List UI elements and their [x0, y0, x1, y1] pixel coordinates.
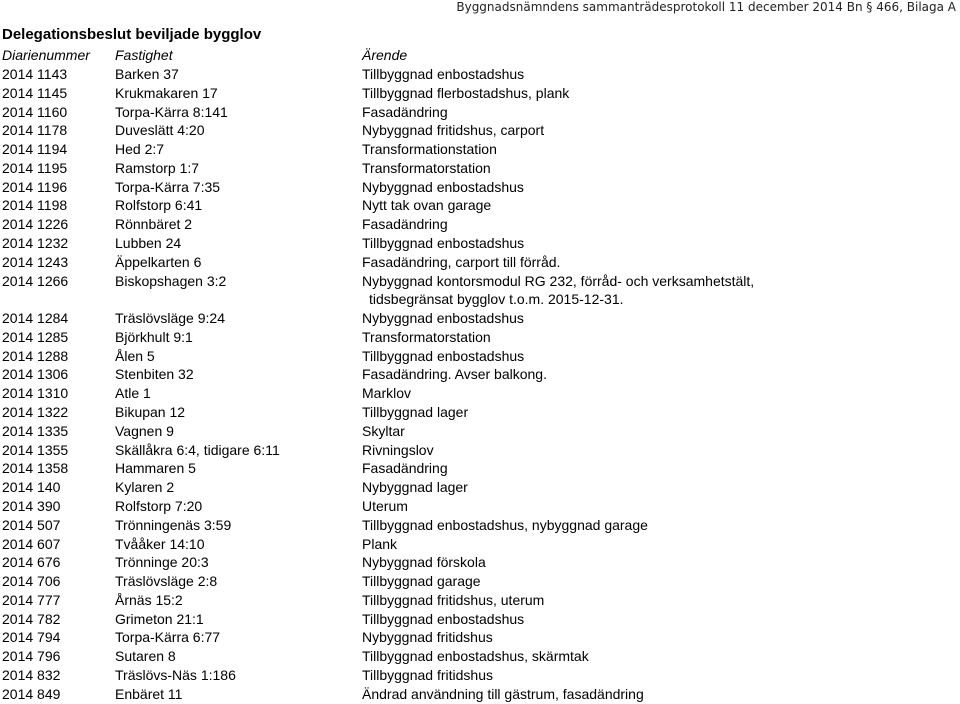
table-row: [0, 384, 958, 402]
row-arende: [362, 553, 486, 571]
row-arende-text: Rivningslov: [362, 441, 434, 458]
row-arende: [362, 347, 524, 365]
row-diarienummer: 2014 1232: [2, 235, 69, 252]
table-row: [0, 328, 958, 346]
table-row: [0, 666, 958, 684]
table-row: [0, 178, 958, 196]
table-row: [0, 422, 958, 440]
table-row: [0, 403, 958, 421]
row-arende: [362, 272, 832, 308]
row-arende-text: Tillbyggnad flerbostadshus, plank: [362, 84, 570, 101]
row-diarienummer: 2014 1322: [2, 404, 69, 421]
row-arende: [362, 572, 481, 590]
table-row: [0, 572, 958, 590]
row-diarienummer: 2014 796: [2, 648, 61, 665]
row-arende-text: Nybyggnad fritidshus, carport: [362, 122, 545, 139]
row-arende-text: Tillbyggnad enbostadshus: [362, 347, 525, 364]
table-row: [0, 140, 958, 158]
row-arende-text: Nybyggnad fritidshus: [362, 629, 493, 646]
row-fastighet: Stenbiten 32: [115, 366, 194, 383]
row-arende: [362, 384, 411, 402]
row-arende: [362, 516, 648, 534]
row-diarienummer: 2014 1266: [2, 272, 69, 289]
table-row: [0, 234, 958, 252]
row-arende: [362, 234, 524, 252]
table-row: [0, 215, 958, 233]
row-diarienummer: 2014 1358: [2, 460, 69, 477]
row-arende-text: Tillbyggnad garage: [362, 573, 481, 590]
row-fastighet: Björkhult 9:1: [115, 328, 193, 345]
row-arende-text: Nybyggnad lager: [362, 479, 468, 496]
table-row: [0, 159, 958, 177]
row-fastighet: Torpa-Kärra 6:77: [115, 629, 221, 646]
row-diarienummer: 2014 1196: [2, 178, 68, 195]
row-arende: [362, 685, 644, 703]
row-arende-text: Transformatorstation: [362, 159, 491, 176]
row-arende: [362, 84, 569, 102]
row-diarienummer: 2014 1178: [2, 122, 68, 139]
row-fastighet: Träslövs-Näs 1:186: [115, 666, 236, 683]
row-diarienummer: 2014 140: [2, 479, 61, 496]
row-fastighet: Äppelkarten 6: [115, 253, 202, 270]
row-arende: [362, 610, 524, 628]
row-diarienummer: 2014 1285: [2, 328, 69, 345]
row-diarienummer: 2014 782: [2, 610, 61, 627]
column-header-arende: Ärende: [362, 47, 408, 63]
row-arende-text: Nytt tak ovan garage: [362, 197, 492, 214]
row-diarienummer: 2014 706: [2, 573, 61, 590]
row-fastighet: Träslövsläge 9:24: [115, 310, 225, 327]
row-arende-text: Fasadändring. Avser balkong.: [362, 366, 547, 383]
row-fastighet: Ålen 5: [115, 347, 155, 364]
row-diarienummer: 2014 1288: [2, 347, 69, 364]
row-arende-text: Nybyggnad kontorsmodul RG 232, förråd- och verksamhetstält,: [362, 272, 755, 289]
row-arende: [362, 328, 491, 346]
row-fastighet: Träslövsläge 2:8: [115, 573, 218, 590]
row-diarienummer: 2014 1335: [2, 422, 69, 439]
row-arende: [362, 309, 524, 327]
table-row: [0, 121, 958, 139]
table-row: [0, 441, 958, 459]
row-diarienummer: 2014 1143: [2, 66, 68, 82]
row-arende-text: Tillbyggnad enbostadshus, skärmtak: [362, 648, 589, 665]
row-diarienummer: 2014 676: [2, 554, 61, 571]
table-row: [0, 516, 958, 534]
row-fastighet: Rolfstorp 7:20: [115, 497, 203, 514]
row-diarienummer: 2014 1284: [2, 310, 69, 327]
row-arende-text: Tillbyggnad enbostadshus: [362, 610, 525, 627]
row-fastighet: Grimeton 21:1: [115, 610, 204, 627]
row-arende-text: Nybyggnad enbostadshus: [362, 178, 524, 195]
row-arende-text: Fasadändring, carport till förråd.: [362, 253, 561, 270]
row-fastighet: Bikupan 12: [115, 404, 186, 421]
row-diarienummer: 2014 507: [2, 516, 61, 533]
row-arende-text: Tillbyggnad fritidshus, uterum: [362, 591, 545, 608]
table-row: [0, 497, 958, 515]
row-diarienummer: 2014 1355: [2, 441, 69, 458]
row-diarienummer: 2014 390: [2, 497, 61, 514]
row-fastighet: Krukmakaren 17: [115, 84, 218, 101]
row-fastighet: Ramstorp 1:7: [115, 159, 200, 176]
row-fastighet: Atle 1: [115, 385, 151, 402]
table-row: [0, 628, 958, 646]
row-arende-text: Uterum: [362, 497, 408, 514]
row-arende-text: Nybyggnad enbostadshus: [362, 310, 524, 327]
table-header: [0, 46, 958, 64]
row-arende-text: Transformationstation: [362, 141, 497, 158]
page-header: Byggnadsnämndens sammanträdesprotokoll 11 december 2014 Bn § 466, Bilaga A: [456, 0, 956, 14]
row-diarienummer: 2014 1194: [2, 141, 68, 158]
row-arende: [362, 365, 547, 383]
row-diarienummer: 2014 1226: [2, 216, 69, 233]
row-arende: [362, 403, 468, 421]
table-row: [0, 309, 958, 327]
row-fastighet: Sutaren 8: [115, 648, 176, 665]
row-arende: [362, 178, 524, 196]
row-arende: [362, 459, 448, 477]
row-fastighet: Hammaren 5: [115, 460, 196, 477]
row-arende-text: Fasadändring: [362, 216, 448, 233]
row-fastighet: Lubben 24: [115, 235, 182, 252]
table-row: [0, 685, 958, 703]
row-diarienummer: 2014 1160: [2, 103, 68, 120]
row-fastighet: Torpa-Kärra 8:141: [115, 103, 228, 120]
row-fastighet: Trönninge 20:3: [115, 554, 209, 571]
row-arende: [362, 215, 448, 233]
row-arende-text: Skyltar: [362, 422, 405, 439]
table-row: [0, 591, 958, 609]
row-arende-text: Tillbyggnad lager: [362, 404, 469, 421]
row-arende-text: Tillbyggnad enbostadshus: [362, 235, 525, 252]
row-arende-text: Fasadändring: [362, 103, 448, 120]
row-arende: [362, 422, 405, 440]
row-fastighet: Biskopshagen 3:2: [115, 272, 227, 289]
row-arende-text: Tillbyggnad enbostadshus: [362, 66, 525, 82]
row-diarienummer: 2014 832: [2, 666, 61, 683]
row-arende-text: Fasadändring: [362, 460, 448, 477]
table-row: [0, 553, 958, 571]
row-arende: [362, 103, 448, 121]
row-arende-text: Plank: [362, 535, 398, 552]
row-arende: [362, 497, 408, 515]
row-arende: [362, 647, 589, 665]
row-diarienummer: 2014 1145: [2, 84, 68, 101]
document-title: Delegationsbeslut beviljade bygglov: [2, 26, 262, 43]
row-arende: [362, 628, 493, 646]
row-fastighet: Duveslätt 4:20: [115, 122, 205, 139]
row-fastighet: Årnäs 15:2: [115, 591, 183, 608]
table-row: [0, 103, 958, 121]
row-arende-text: Marklov: [362, 385, 412, 402]
table-row: [0, 196, 958, 214]
row-arende: [362, 478, 468, 496]
table-row: [0, 610, 958, 628]
table-row: [0, 478, 958, 496]
row-diarienummer: 2014 1310: [2, 385, 69, 402]
row-arende-text: Tillbyggnad fritidshus: [362, 666, 493, 683]
row-arende: [362, 159, 491, 177]
row-fastighet: Vagnen 9: [115, 422, 174, 439]
row-diarienummer: 2014 1243: [2, 253, 69, 270]
table-row: [0, 272, 958, 308]
row-fastighet: Trönningenäs 3:59: [115, 516, 232, 533]
row-arende: [362, 65, 524, 83]
row-fastighet: Torpa-Kärra 7:35: [115, 178, 221, 195]
row-arende-text: Nybyggnad förskola: [362, 554, 486, 571]
table-row: [0, 459, 958, 477]
row-arende: [362, 140, 497, 158]
row-diarienummer: 2014 849: [2, 685, 61, 702]
table-row: [0, 647, 958, 665]
table-row: [0, 84, 958, 102]
row-arende: [362, 121, 544, 139]
row-arende: [362, 196, 491, 214]
row-fastighet: Enbäret 11: [115, 685, 183, 702]
row-fastighet: Barken 37: [115, 66, 179, 82]
row-diarienummer: 2014 1306: [2, 366, 69, 383]
row-arende: [362, 253, 560, 271]
table-row: [0, 347, 958, 365]
row-fastighet: Skällåkra 6:4, tidigare 6:11: [115, 441, 280, 458]
row-arende-text: Ändrad användning till gästrum, fasadändring: [362, 685, 644, 702]
column-header-fastighet: Fastighet: [115, 47, 173, 63]
row-arende-text: Tillbyggnad enbostadshus, nybyggnad garage: [362, 516, 648, 533]
row-arende-text-continued: tidsbegränsat bygglov t.o.m. 2015-12-31.: [369, 290, 624, 307]
table-row: [0, 253, 958, 271]
row-arende: [362, 591, 544, 609]
row-fastighet: Tvååker 14:10: [115, 535, 205, 552]
row-diarienummer: 2014 794: [2, 629, 61, 646]
table-row: [0, 65, 958, 83]
row-fastighet: Rönnbäret 2: [115, 216, 193, 233]
table-row: [0, 365, 958, 383]
row-diarienummer: 2014 1195: [2, 159, 68, 176]
table-row: [0, 535, 958, 553]
row-arende: [362, 666, 493, 684]
row-arende-text: Transformatorstation: [362, 328, 491, 345]
column-header-diarienummer: Diarienummer: [2, 47, 90, 63]
row-diarienummer: 2014 777: [2, 591, 61, 608]
row-fastighet: Hed 2:7: [115, 141, 165, 158]
row-diarienummer: 2014 607: [2, 535, 61, 552]
row-fastighet: Kylaren 2: [115, 479, 175, 496]
row-arende: [362, 535, 397, 553]
row-fastighet: Rolfstorp 6:41: [115, 197, 203, 214]
row-diarienummer: 2014 1198: [2, 197, 68, 214]
row-arende: [362, 441, 434, 459]
